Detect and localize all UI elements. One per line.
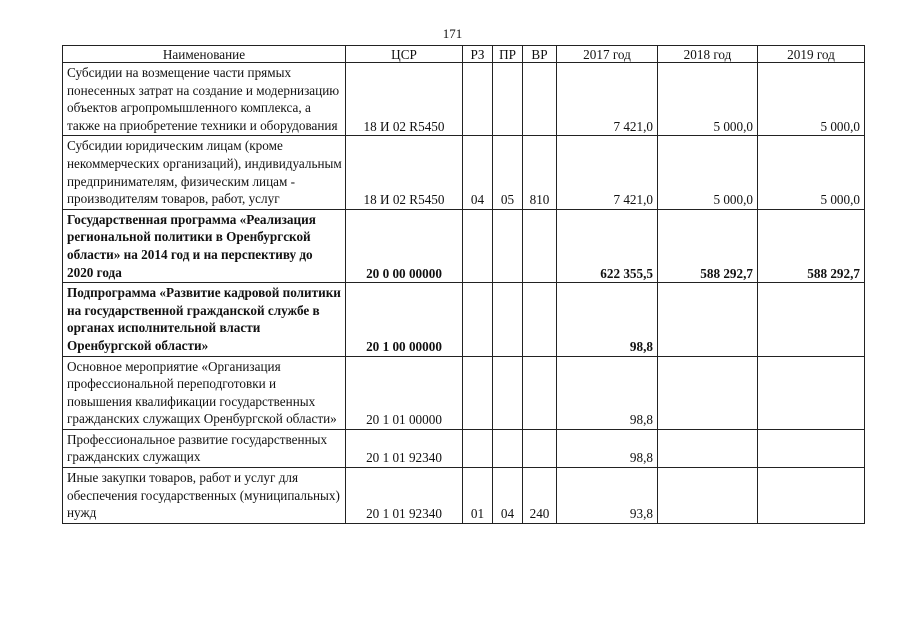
row-2017: 7 421,0 — [557, 63, 658, 136]
row-pr: 05 — [493, 136, 523, 209]
header-rz: РЗ — [463, 46, 493, 63]
row-2018 — [658, 429, 758, 467]
row-2019: 5 000,0 — [758, 136, 865, 209]
row-vr: 240 — [523, 468, 557, 524]
row-csr: 20 0 00 00000 — [346, 209, 463, 282]
row-csr: 20 1 00 00000 — [346, 283, 463, 356]
table-row — [63, 63, 865, 136]
header-pr: ПР — [493, 46, 523, 63]
row-name: Субсидии на возмещение части прямых понесенных затрат на создание и модернизацию объектов агропромышленного комплекса, а также на приобретение техники и оборудования — [63, 63, 346, 136]
table-row — [63, 283, 865, 356]
header-csr: ЦСР — [346, 46, 463, 63]
row-2018 — [658, 468, 758, 524]
table-row — [63, 468, 865, 524]
budget-table — [62, 45, 865, 524]
row-csr: 20 1 01 92340 — [346, 468, 463, 524]
header-vr: ВР — [523, 46, 557, 63]
row-vr: 810 — [523, 136, 557, 209]
row-rz — [463, 283, 493, 356]
row-2019 — [758, 283, 865, 356]
row-rz — [463, 209, 493, 282]
row-csr: 18 И 02 R5450 — [346, 63, 463, 136]
row-name: Иные закупки товаров, работ и услуг для обеспечения государственных (муниципальных) нужд — [63, 468, 346, 524]
row-pr — [493, 63, 523, 136]
row-2017: 622 355,5 — [557, 209, 658, 282]
table-row — [63, 209, 865, 282]
row-2017: 93,8 — [557, 468, 658, 524]
row-vr — [523, 209, 557, 282]
table-row — [63, 136, 865, 209]
row-csr: 18 И 02 R5450 — [346, 136, 463, 209]
row-vr — [523, 429, 557, 467]
header-2019: 2019 год — [758, 46, 865, 63]
row-csr: 20 1 01 92340 — [346, 429, 463, 467]
row-name: Субсидии юридическим лицам (кроме некоммерческих организаций), индивидуальным предпринимателям, физическим лицам - производителям товаров, работ, услуг — [63, 136, 346, 209]
row-2017: 98,8 — [557, 356, 658, 429]
row-rz — [463, 63, 493, 136]
row-csr: 20 1 01 00000 — [346, 356, 463, 429]
row-pr — [493, 429, 523, 467]
row-2017: 98,8 — [557, 283, 658, 356]
row-vr — [523, 356, 557, 429]
row-rz — [463, 429, 493, 467]
row-name: Подпрограмма «Развитие кадровой политики на государственной гражданской службе в органах исполнительной власти Оренбургской области» — [63, 283, 346, 356]
row-2017: 98,8 — [557, 429, 658, 467]
row-pr: 04 — [493, 468, 523, 524]
row-2018: 5 000,0 — [658, 136, 758, 209]
row-2019 — [758, 356, 865, 429]
row-vr — [523, 63, 557, 136]
row-pr — [493, 209, 523, 282]
header-2017: 2017 год — [557, 46, 658, 63]
header-name: Наименование — [63, 46, 346, 63]
row-2018 — [658, 356, 758, 429]
row-2018: 588 292,7 — [658, 209, 758, 282]
row-name: Государственная программа «Реализация региональной политики в Оренбургской области» на 2014 год и на перспективу до 2020 года — [63, 209, 346, 282]
row-2018: 5 000,0 — [658, 63, 758, 136]
row-2018 — [658, 283, 758, 356]
row-2017: 7 421,0 — [557, 136, 658, 209]
row-2019 — [758, 429, 865, 467]
table-row — [63, 429, 865, 467]
row-rz: 04 — [463, 136, 493, 209]
table-header-row — [63, 46, 865, 63]
row-name: Основное мероприятие «Организация профессиональной переподготовки и повышения квалификации государственных гражданских служащих Оренбургской области» — [63, 356, 346, 429]
header-2018: 2018 год — [658, 46, 758, 63]
row-name: Профессиональное развитие государственных гражданских служащих — [63, 429, 346, 467]
row-rz — [463, 356, 493, 429]
page-number: 171 — [442, 26, 463, 41]
table-row — [63, 356, 865, 429]
row-2019 — [758, 468, 865, 524]
row-pr — [493, 283, 523, 356]
row-2019: 588 292,7 — [758, 209, 865, 282]
row-vr — [523, 283, 557, 356]
row-pr — [493, 356, 523, 429]
row-2019: 5 000,0 — [758, 63, 865, 136]
row-rz: 01 — [463, 468, 493, 524]
